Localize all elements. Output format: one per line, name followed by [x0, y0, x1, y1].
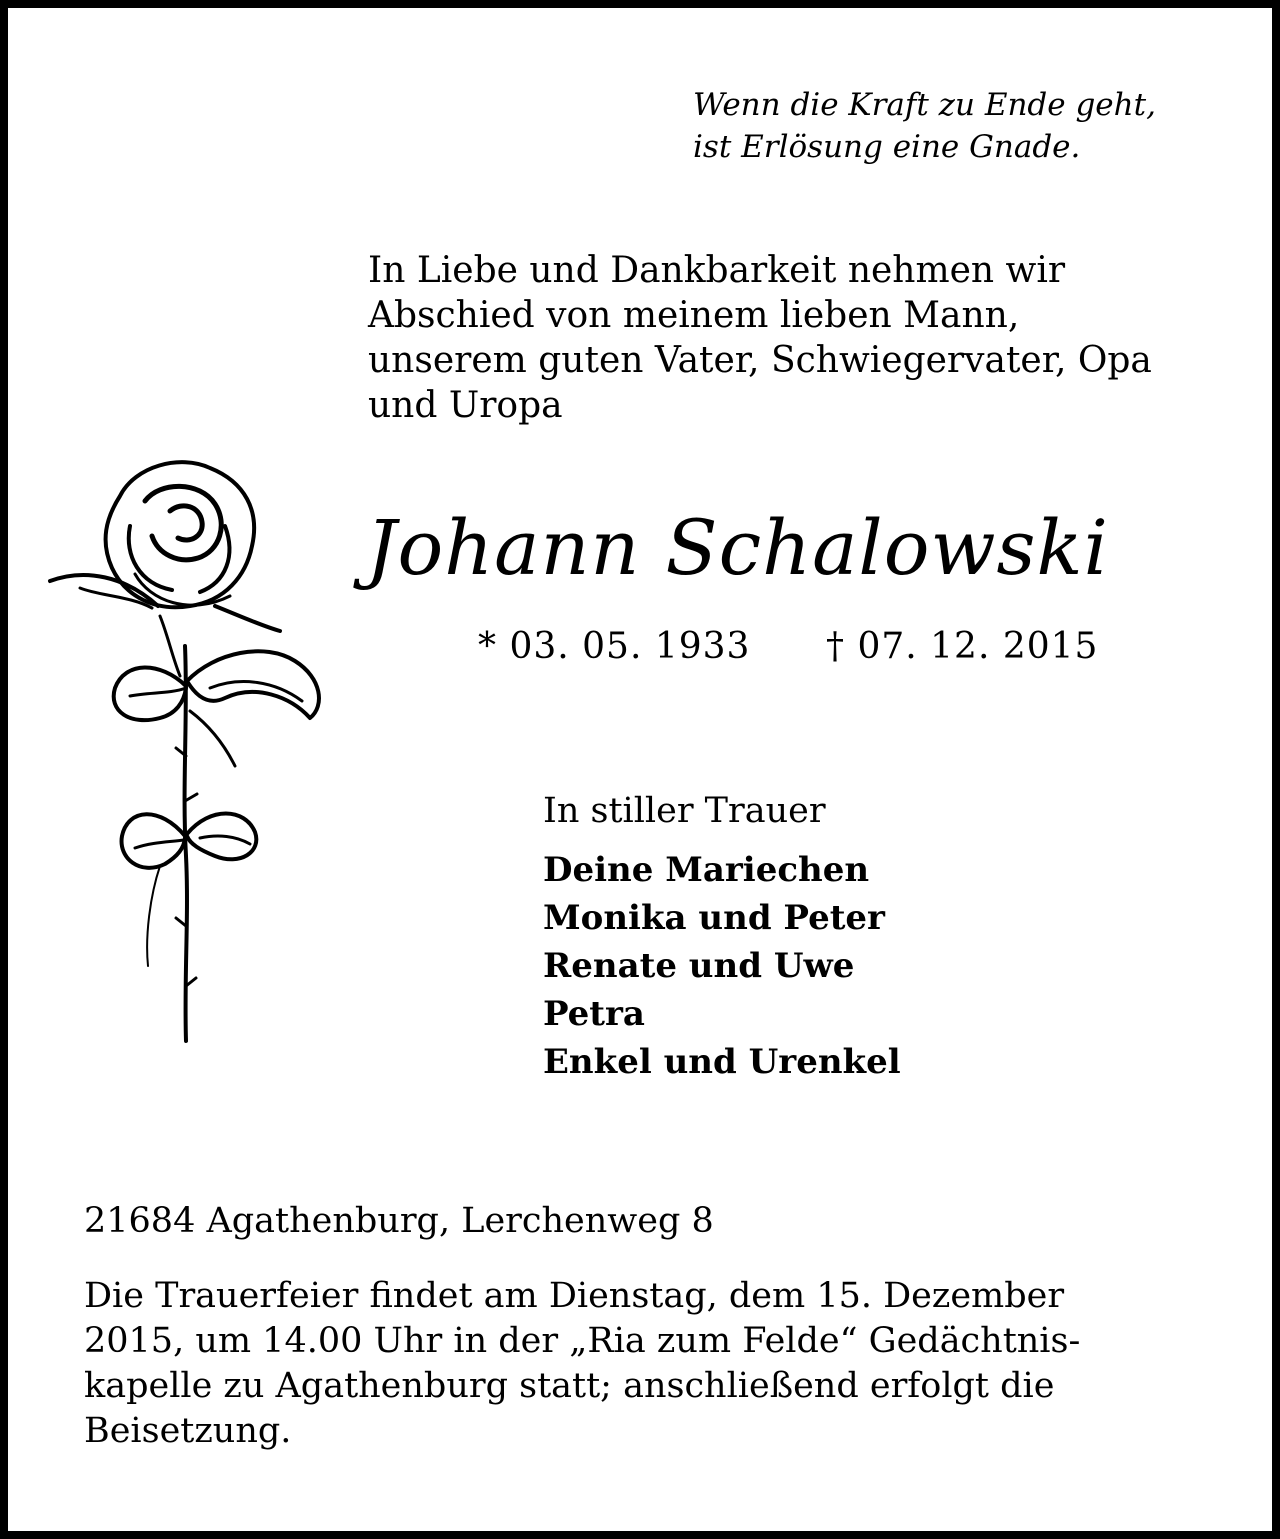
mourner-name: Monika und Peter: [543, 898, 885, 938]
intro-line-3: unserem guten Vater, Schwiegervater, Opa: [368, 340, 1152, 381]
intro-text: [368, 248, 1194, 428]
mourner-name: Deine Mariechen: [543, 850, 870, 890]
intro-line-4: und Uropa: [368, 385, 563, 426]
intro-line-2: Abschied von meinem lieben Mann,: [368, 295, 1020, 336]
deceased-name: Johann Schalowski: [366, 503, 1109, 592]
mourning-heading: In stiller Trauer: [543, 791, 826, 831]
motto-line-2: ist Erlösung eine Gnade.: [693, 129, 1081, 165]
mourner-name: Petra: [543, 994, 645, 1034]
notice-line-3: kapelle zu Agathenburg statt; anschließend erfolgt die: [84, 1366, 1055, 1406]
motto-quote: [693, 84, 1213, 168]
mourners-list: [543, 846, 901, 1086]
family-address: 21684 Agathenburg, Lerchenweg 8: [84, 1201, 714, 1241]
funeral-notice: [84, 1274, 1196, 1454]
rose-icon: [40, 456, 330, 1046]
intro-line-1: In Liebe und Dankbarkeit nehmen wir: [368, 250, 1066, 291]
mourner-name: Renate und Uwe: [543, 946, 855, 986]
notice-line-2: 2015, um 14.00 Uhr in der „Ria zum Felde“ Gedächtnis-: [84, 1321, 1081, 1361]
notice-line-4: Beisetzung.: [84, 1411, 292, 1451]
motto-line-1: Wenn die Kraft zu Ende geht,: [693, 87, 1156, 123]
death-date: † 07. 12. 2015: [826, 626, 1099, 667]
birth-date: * 03. 05. 1933: [478, 626, 751, 667]
mourner-name: Enkel und Urenkel: [543, 1042, 901, 1082]
notice-line-1: Die Trauerfeier findet am Dienstag, dem 15. Dezember: [84, 1276, 1065, 1316]
